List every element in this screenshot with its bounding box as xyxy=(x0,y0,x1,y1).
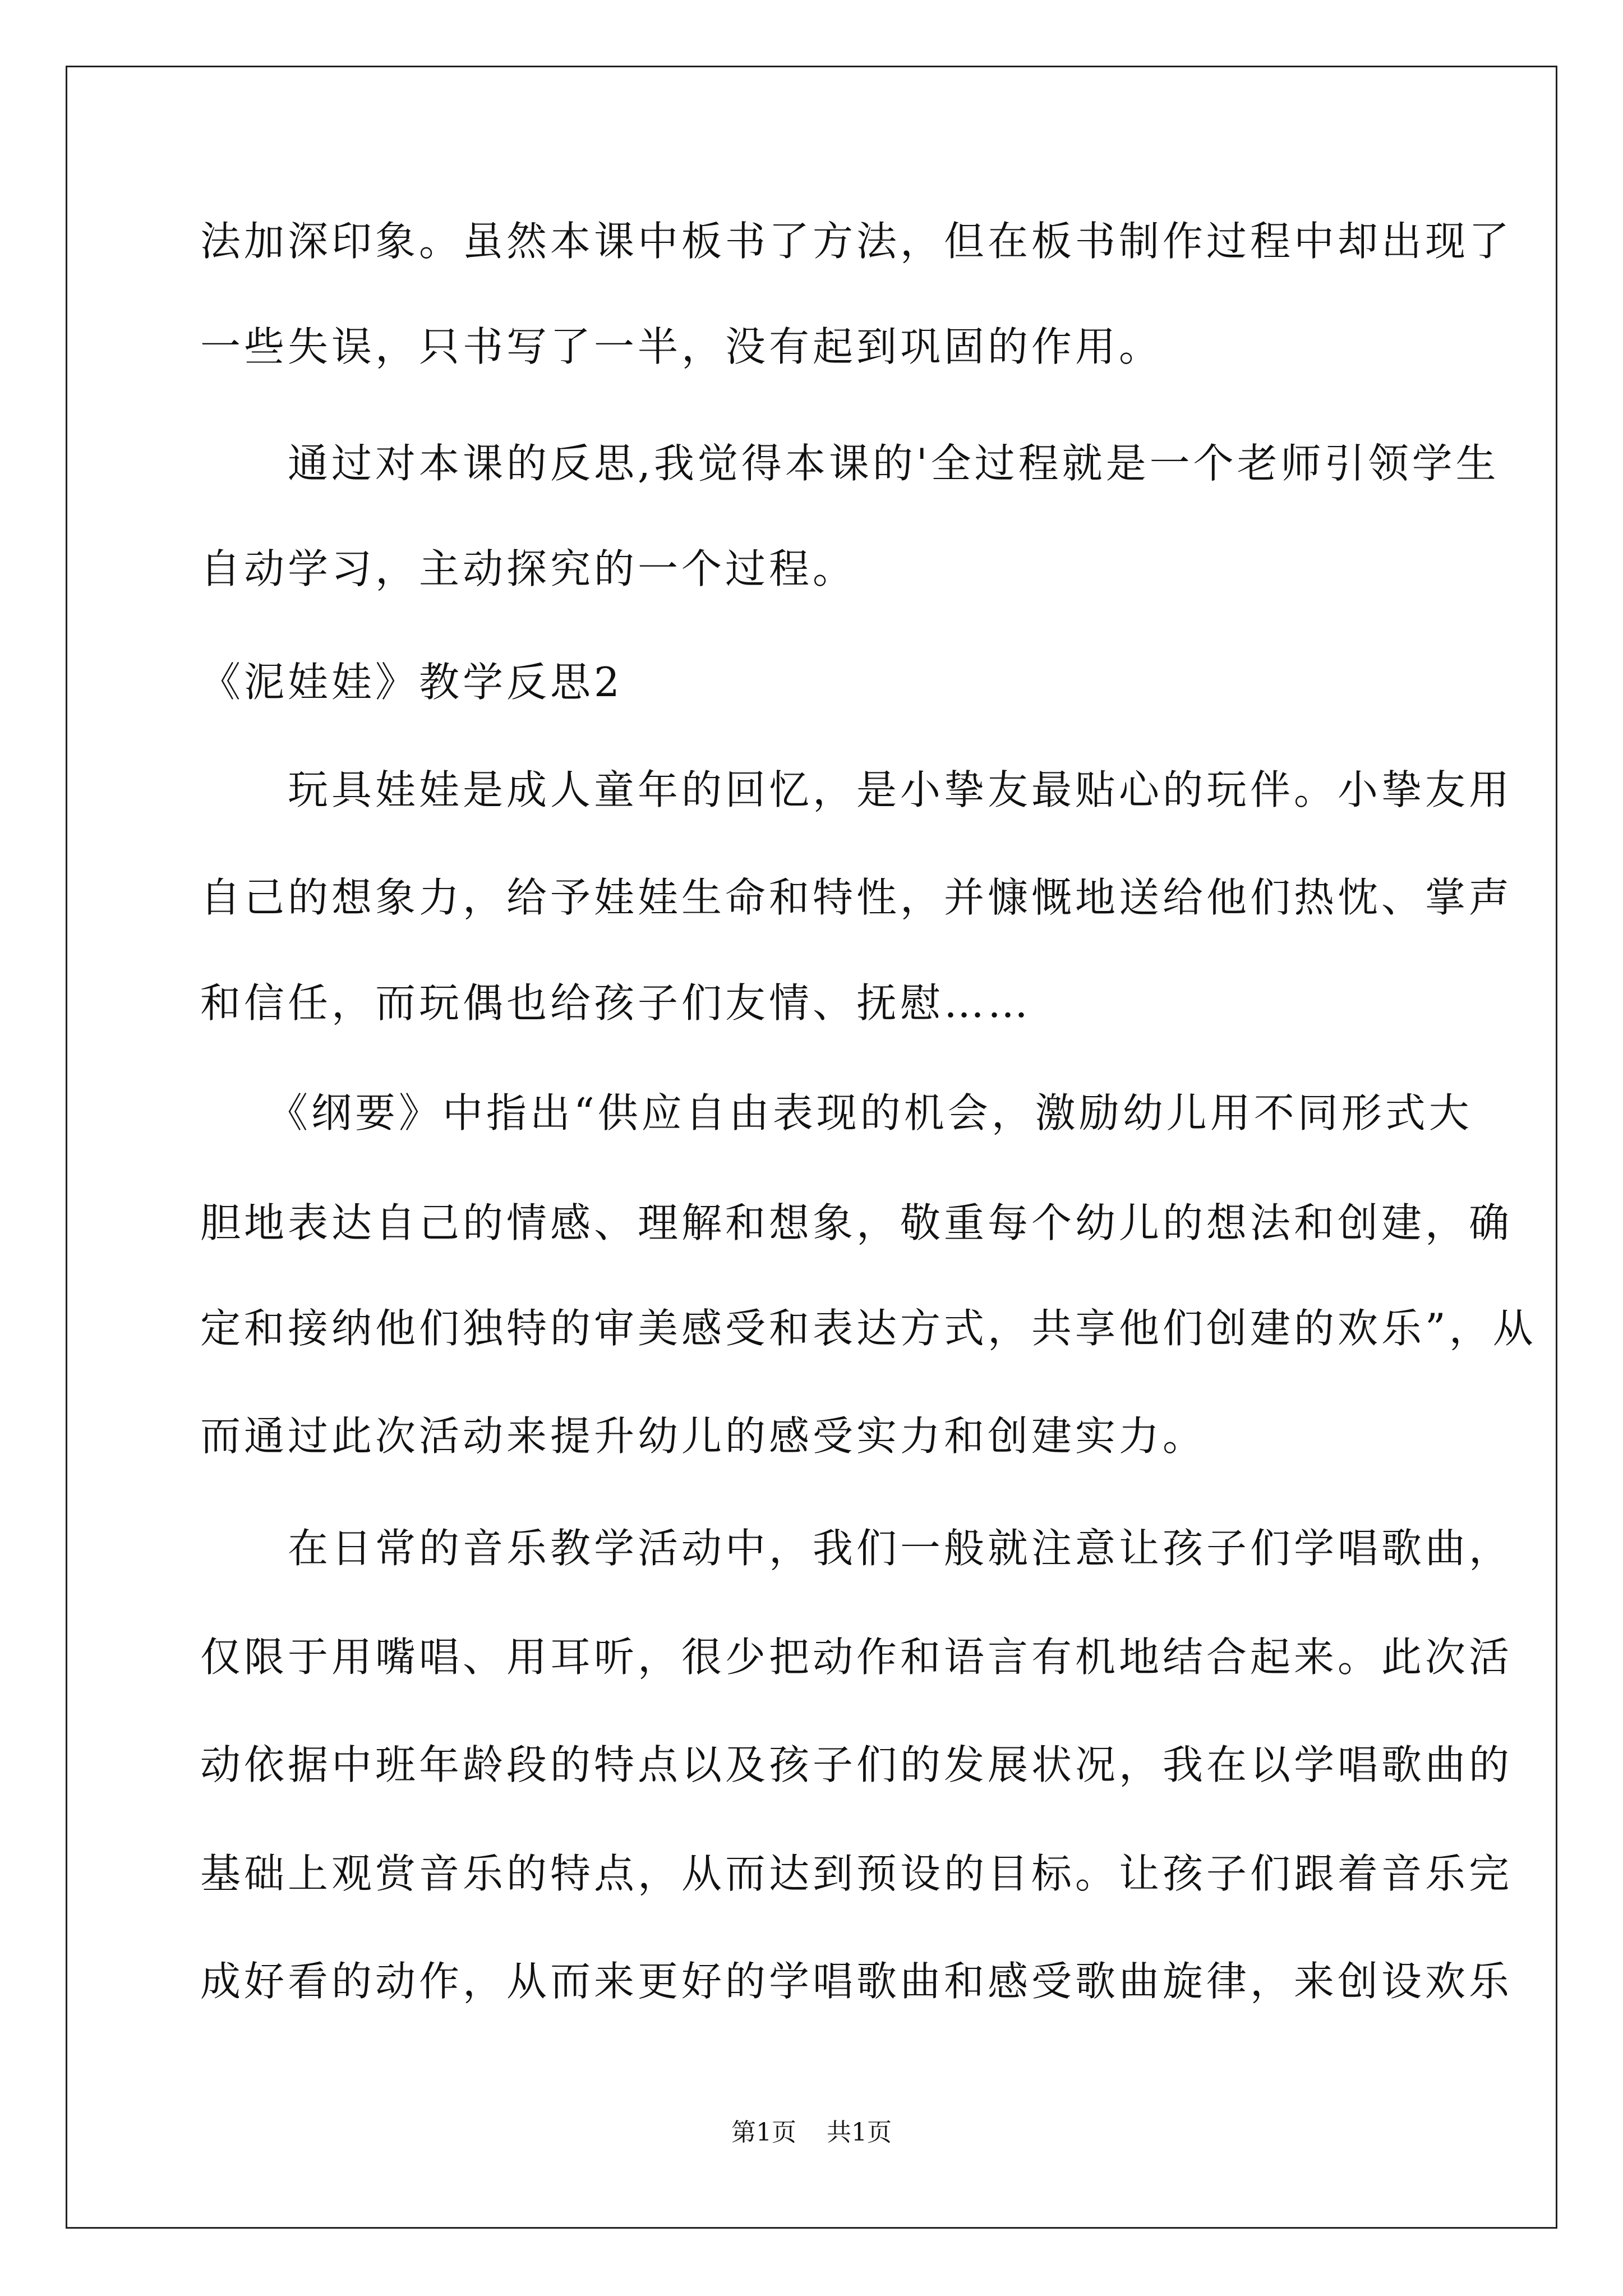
body-line: 定和接纳他们独特的审美感受和表达方式，共享他们创建的欢乐”，从 xyxy=(200,1305,1537,1352)
body-line: 自动学习，主动探究的一个过程。 xyxy=(200,545,857,592)
body-line: 玩具娃娃是成人童年的回忆，是小挚友最贴心的玩伴。小挚友用 xyxy=(200,766,1513,813)
body-line: 《纲要》中指出“供应自由表现的机会，激励幼儿用不同形式大 xyxy=(200,1089,1473,1137)
page-border xyxy=(66,66,1557,2229)
body-line: 法加深印象。虽然本课中板书了方法，但在板书制作过程中却出现了 xyxy=(200,218,1513,265)
body-line: 成好看的动作，从而来更好的学唱歌曲和感受歌曲旋律，来创设欢乐 xyxy=(200,1958,1513,2005)
body-line: 通过对本课的反思,我觉得本课的'全过程就是一个老师引领学生 xyxy=(200,440,1500,487)
body-line: 基础上观赏音乐的特点，从而达到预设的目标。让孩子们跟着音乐完 xyxy=(200,1850,1513,1897)
page-total: 共1页 xyxy=(827,2118,892,2147)
body-line: 而通过此次活动来提升幼儿的感受实力和创建实力。 xyxy=(200,1412,1207,1460)
body-line: 在日常的音乐教学活动中，我们一般就注意让孩子们学唱歌曲， xyxy=(200,1525,1513,1572)
page-number: 第1页 xyxy=(731,2118,796,2147)
body-line: 和信任，而玩偶也给孩子们友情、抚慰…… xyxy=(200,979,1032,1027)
body-line: 自己的想象力，给予娃娃生命和特性，并慷慨地送给他们热忱、掌声 xyxy=(200,874,1513,921)
body-line: 胆地表达自己的情感、理解和想象，敬重每个幼儿的想法和创建，确 xyxy=(200,1199,1513,1246)
body-line: 一些失误，只书写了一半，没有起到巩固的作用。 xyxy=(200,323,1163,370)
page-footer xyxy=(0,2116,1623,2150)
body-line: 仅限于用嘴唱、用耳听，很少把动作和语言有机地结合起来。此次活 xyxy=(200,1634,1513,1681)
section-heading: 《泥娃娃》教学反思2 xyxy=(200,659,623,706)
body-line: 动依据中班年龄段的特点以及孩子们的发展状况，我在以学唱歌曲的 xyxy=(200,1741,1513,1788)
